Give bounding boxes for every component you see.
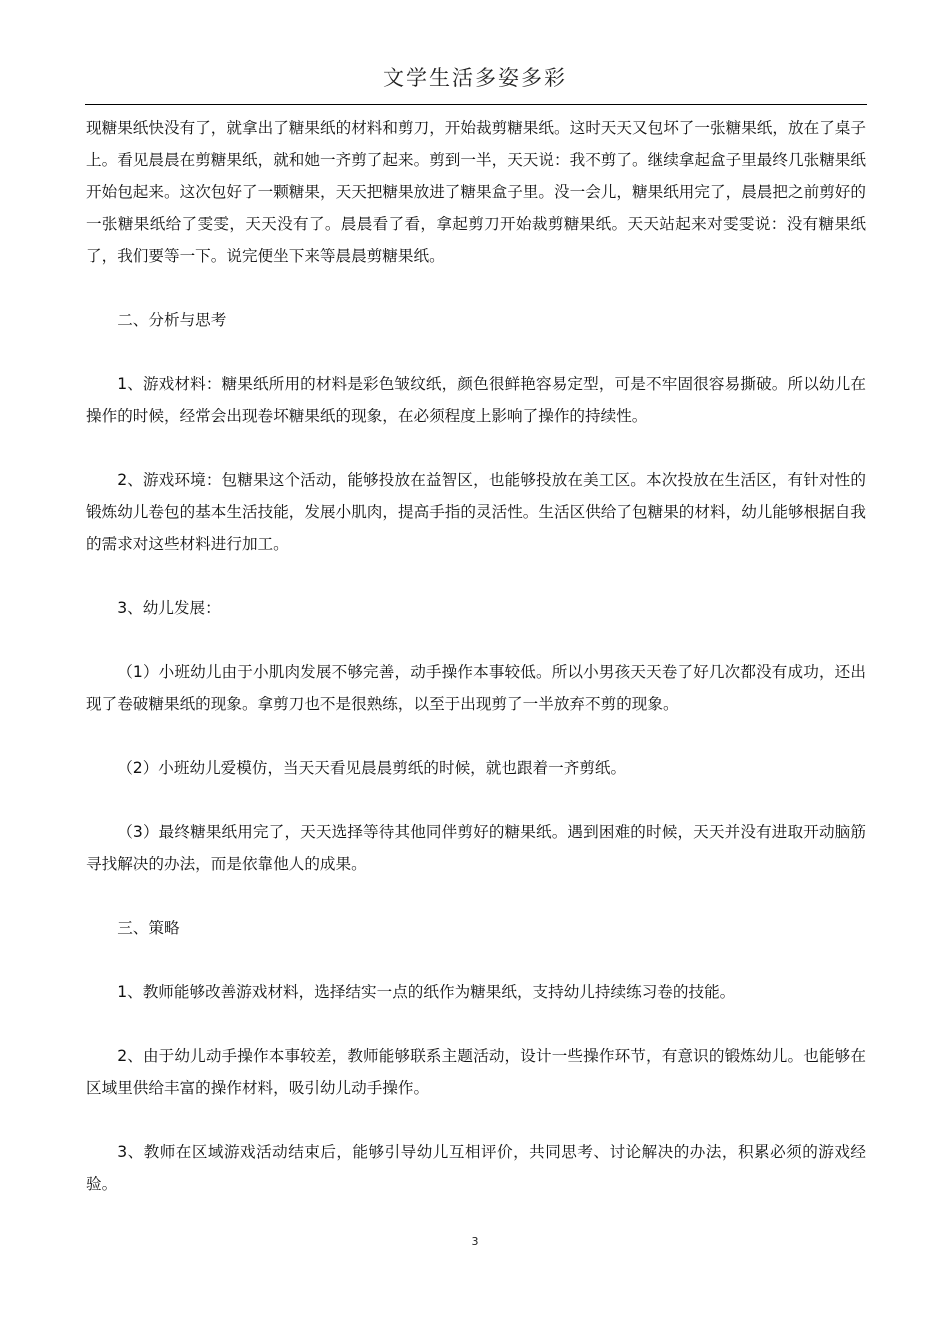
- paragraph-spacer: [86, 1104, 866, 1136]
- paragraph-strategy-1: 1、教师能够改善游戏材料，选择结实一点的纸作为糖果纸，支持幼儿持续练习卷的技能。: [117, 983, 736, 1001]
- paragraph-spacer: [86, 880, 866, 912]
- paragraph-story-continuation: 现糖果纸快没有了，就拿出了糖果纸的材料和剪刀，开始裁剪糖果纸。这时天天又包坏了一张糖果纸，放在了桌子上。看见晨晨在剪糖果纸，就和她一齐剪了起来。剪到一半，天天说：我不剪了。继续拿起盒子里最终几张糖果纸开始包起来。这次包好了一颗糖果，天天把糖果放进了糖果盒子里。没一会儿，糖果纸用完了，晨晨把之前剪好的一张糖果纸给了雯雯，天天没有了。晨晨看了看，拿起剪刀开始裁剪糖果纸。天天站起来对雯雯说：没有糖果纸了，我们要等一下。说完便坐下来等晨晨剪糖果纸。: [86, 119, 866, 265]
- paragraph-development-point-1: （1）小班幼儿由于小肌肉发展不够完善，动手操作本事较低。所以小男孩天天卷了好几次都没有成功，还出现了卷破糖果纸的现象。拿剪刀也不是很熟练，以至于出现剪了一半放弃不剪的现象。: [86, 663, 866, 713]
- paragraph-spacer: [86, 624, 866, 656]
- paragraph-spacer: [86, 560, 866, 592]
- page-header-title: 文学生活多姿多彩: [383, 66, 567, 90]
- paragraph-child-development: 3、幼儿发展：: [117, 599, 221, 617]
- paragraph-spacer: [86, 432, 866, 464]
- paragraph-spacer: [86, 784, 866, 816]
- paragraph-strategy-3: 3、教师在区域游戏活动结束后，能够引导幼儿互相评价，共同思考、讨论解决的办法，积累必须的游戏经验。: [86, 1143, 866, 1193]
- paragraph-game-materials: 1、游戏材料：糖果纸所用的材料是彩色皱纹纸，颜色很鲜艳容易定型，可是不牢固很容易撕破。所以幼儿在操作的时候，经常会出现卷坏糖果纸的现象，在必须程度上影响了操作的持续性。: [86, 375, 866, 425]
- paragraph-game-environment: 2、游戏环境：包糖果这个活动，能够投放在益智区，也能够投放在美工区。本次投放在生活区，有针对性的锻炼幼儿卷包的基本生活技能，发展小肌肉，提高手指的灵活性。生活区供给了包糖果的材料，幼儿能够根据自我的需求对这些材料进行加工。: [86, 471, 866, 553]
- paragraph-spacer: [86, 336, 866, 368]
- section-heading-analysis: 二、分析与思考: [117, 311, 227, 329]
- page-number: 3: [471, 1235, 479, 1248]
- paragraph-development-point-2: （2）小班幼儿爱模仿，当天天看见晨晨剪纸的时候，就也跟着一齐剪纸。: [117, 759, 627, 777]
- paragraph-development-point-3: （3）最终糖果纸用完了，天天选择等待其他同伴剪好的糖果纸。遇到困难的时候，天天并没有进取开动脑筋寻找解决的办法，而是依靠他人的成果。: [86, 823, 866, 873]
- paragraph-spacer: [86, 720, 866, 752]
- document-body: [86, 112, 866, 1200]
- paragraph-spacer: [86, 272, 866, 304]
- section-heading-strategy: 三、策略: [117, 919, 180, 937]
- paragraph-strategy-2: 2、由于幼儿动手操作本事较差，教师能够联系主题活动，设计一些操作环节，有意识的锻炼幼儿。也能够在区域里供给丰富的操作材料，吸引幼儿动手操作。: [86, 1047, 866, 1097]
- paragraph-spacer: [86, 944, 866, 976]
- paragraph-spacer: [86, 1008, 866, 1040]
- header-divider: [85, 104, 867, 105]
